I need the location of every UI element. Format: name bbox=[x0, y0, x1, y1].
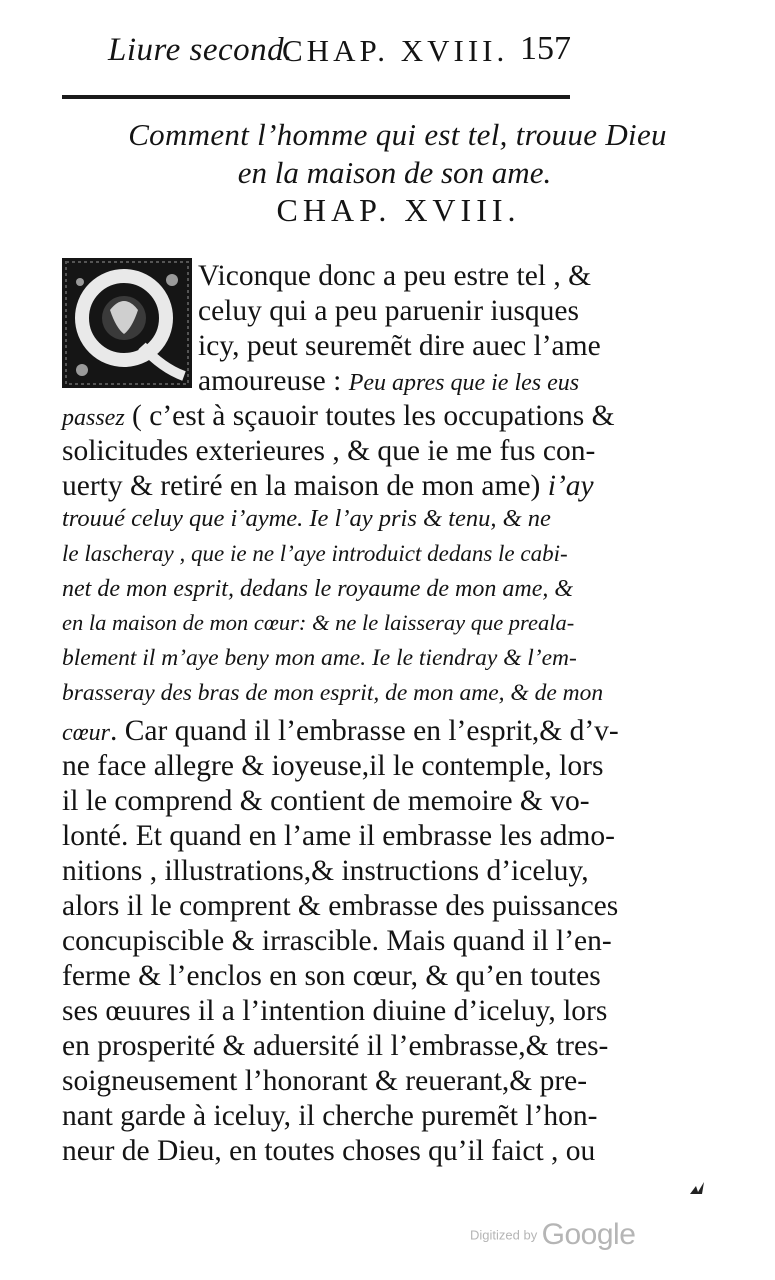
body-line: Viconque donc a peu estre tel , & bbox=[198, 260, 592, 292]
running-chapter-label: CHAP. XVIII. bbox=[282, 33, 509, 68]
running-header bbox=[0, 0, 775, 90]
body-line: en prosperité & aduersité il l’embrasse,& tres- bbox=[62, 1030, 609, 1062]
body-line: lonté. Et quand en l’ame il embrasse les admo- bbox=[62, 820, 615, 852]
ink-smudge-icon bbox=[688, 1180, 708, 1198]
page-number: 157 bbox=[520, 30, 571, 67]
body-line: alors il le comprent & embrasse des puissances bbox=[62, 890, 619, 922]
body-line: en la maison de mon cœur: & ne le laisseray que preala- bbox=[62, 610, 575, 635]
body-line: neur de Dieu, en toutes choses qu’il faict , ou bbox=[62, 1135, 596, 1167]
body-line: nant garde à iceluy, il cherche puremẽt l’hon- bbox=[62, 1100, 598, 1132]
chapter-title-line-2: en la maison de son ame. bbox=[237, 155, 552, 190]
body-line: soigneusement l’honorant & reuerant,& pre- bbox=[62, 1065, 588, 1097]
body-line: il le comprend & contient de memoire & vo- bbox=[62, 785, 590, 817]
body-line: ses œuures il a l’intention diuine d’iceluy, lors bbox=[62, 995, 608, 1027]
body-line: concupiscible & irrascible. Mais quand il l’en- bbox=[62, 925, 612, 957]
body-line: cœur. Car quand il l’embrasse en l’esprit,& d’v- bbox=[62, 715, 619, 747]
body-line: trouué celuy que i’ayme. Ie l’ay pris & tenu, & ne bbox=[62, 505, 551, 532]
google-watermark bbox=[470, 1218, 635, 1252]
body-line: ne face allegre & ioyeuse,il le contemple, lors bbox=[62, 750, 604, 782]
google-wordmark: Google bbox=[541, 1218, 636, 1251]
chapter-number: CHAP. XVIII. bbox=[276, 192, 521, 228]
body-line: net de mon esprit, dedans le royaume de mon ame, & bbox=[62, 576, 574, 602]
running-title: Liure second. bbox=[108, 32, 293, 68]
body-line: amoureuse : Peu apres que ie les eus bbox=[198, 365, 580, 397]
header-rule bbox=[62, 95, 570, 99]
digitized-by-label: Digitized by bbox=[470, 1227, 538, 1243]
ornamental-initial-icon bbox=[62, 258, 192, 388]
body-line: blement il m’aye beny mon ame. Ie le tiendray & l’em- bbox=[62, 645, 577, 671]
chapter-title-line-1: Comment l’homme qui est tel, trouue Dieu bbox=[128, 117, 667, 152]
body-line: brasseray des bras de mon esprit, de mon ame, & de mon bbox=[62, 680, 604, 706]
body-line: celuy qui a peu paruenir iusques bbox=[198, 295, 579, 327]
body-line: le lascheray , que ie ne l’aye introduict dedans le cabi- bbox=[62, 541, 568, 566]
body-line: icy, peut seuremẽt dire auec l’ame bbox=[198, 330, 601, 362]
body-line: ferme & l’enclos en son cœur, & qu’en toutes bbox=[62, 960, 601, 992]
body-line: uerty & retiré en la maison de mon ame) i’ay bbox=[62, 470, 594, 502]
body-line: passez ( c’est à sçauoir toutes les occupations & bbox=[62, 400, 615, 432]
drop-cap-q-icon bbox=[62, 258, 192, 388]
body-line: nitions , illustrations,& instructions d’iceluy, bbox=[62, 855, 589, 887]
body-line: solicitudes exterieures , & que ie me fus con- bbox=[62, 435, 596, 467]
